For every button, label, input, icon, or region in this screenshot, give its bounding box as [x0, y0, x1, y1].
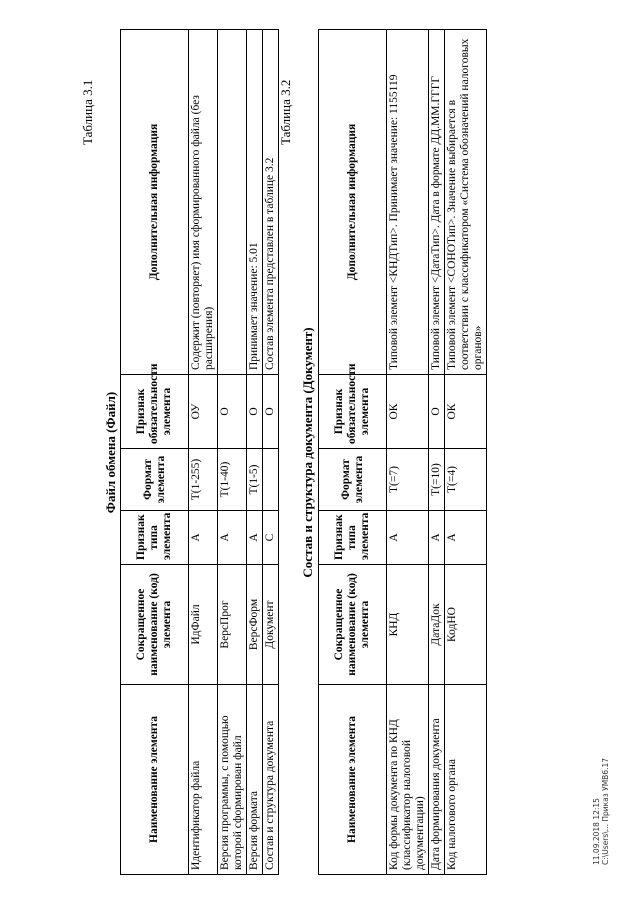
table-cell: Типовой элемент <СОНОТип>. Значение выбирается в соответствии с классификатором «Система обозначений налоговых органов»: [445, 30, 487, 375]
table-cell: КодНО: [445, 565, 487, 685]
table1: [120, 29, 279, 875]
table1-header-cell: Признак типа элемента: [121, 511, 189, 565]
table-cell: Принимает значение: 5.01: [247, 30, 263, 375]
stamp-date: 11.09.2018 12:15: [592, 798, 601, 865]
table-cell: О: [247, 375, 263, 449]
table-cell: А: [247, 511, 263, 565]
table-cell: Содержит (повторяет) имя сформированного файла (без расширения): [189, 30, 218, 375]
table-cell: ОК: [445, 375, 487, 449]
table-cell: С: [263, 511, 279, 565]
table-cell: Т(=7): [387, 449, 429, 511]
table-cell: [218, 30, 247, 375]
table2-header-cell: Наименование элемента: [319, 685, 387, 875]
table-row: [263, 30, 279, 875]
table-cell: Т(=10): [429, 449, 445, 511]
table-cell: ДатаДок: [429, 565, 445, 685]
table-cell: ВерсПрог: [218, 565, 247, 685]
table-cell: Код налогового органа: [445, 685, 487, 875]
table-cell: А: [189, 511, 218, 565]
table-cell: ОУ: [189, 375, 218, 449]
table-cell: А: [429, 511, 445, 565]
table2-header-cell: Признак типа элемента: [319, 511, 387, 565]
table-cell: А: [445, 511, 487, 565]
table-cell: Документ: [263, 565, 279, 685]
table-row: [189, 30, 218, 875]
footer-stamp: [592, 758, 610, 865]
table1-header-cell: Признак обязательности элемента: [121, 375, 189, 449]
table-cell: Типовой элемент <ДатаТип>. Дата в формате ДД.ММ.ГГГГ: [429, 30, 445, 375]
table1-header-row: [121, 30, 189, 875]
table2: [318, 29, 487, 875]
table-cell: А: [218, 511, 247, 565]
table-cell: КНД: [387, 565, 429, 685]
table1-header-cell: Дополнительная информация: [121, 30, 189, 375]
table-row: [387, 30, 429, 875]
table-cell: А: [387, 511, 429, 565]
table-cell: Т(1-255): [189, 449, 218, 511]
table-cell: ИдФайл: [189, 565, 218, 685]
table1-title: Файл обмена (Файл): [103, 391, 118, 514]
table1-label: Таблица 3.1: [80, 79, 95, 145]
table-cell: Идентификатор файла: [189, 685, 218, 875]
table-cell: Т(1-5): [247, 449, 263, 511]
table-cell: [263, 449, 279, 511]
table-row: [429, 30, 445, 875]
table2-header-cell: Признак обязательности элемента: [319, 375, 387, 449]
table2-header-row: [319, 30, 387, 875]
table2-title: Состав и структура документа (Документ): [300, 327, 315, 578]
table2-header-cell: Сокращенное наименование (код) элемента: [319, 565, 387, 685]
table-cell: Версия формата: [247, 685, 263, 875]
table2-header-cell: Дополнительная информация: [319, 30, 387, 375]
table-cell: Типовой элемент <КНДТип>. Принимает значение: 1155119: [387, 30, 429, 375]
table-row: [445, 30, 487, 875]
table2-label: Таблица 3.2: [278, 79, 293, 145]
table-cell: ВерсФорм: [247, 565, 263, 685]
table2-header-cell: Формат элемента: [319, 449, 387, 511]
table-cell: Состав элемента представлен в таблице 3.2: [263, 30, 279, 375]
table1-header-cell: Формат элемента: [121, 449, 189, 511]
table-cell: Код формы документа по КНД (классификатор налоговой документации): [387, 685, 429, 875]
table-row: [247, 30, 263, 875]
table1-header-cell: Сокращенное наименование (код) элемента: [121, 565, 189, 685]
table-cell: Версия программы, с помощью которой сформирован файл: [218, 685, 247, 875]
table-cell: О: [218, 375, 247, 449]
table-cell: О: [429, 375, 445, 449]
table-cell: Состав и структура документа: [263, 685, 279, 875]
table-cell: Т(1-40): [218, 449, 247, 511]
table-cell: О: [263, 375, 279, 449]
table-cell: Дата формирования документа: [429, 685, 445, 875]
table1-header-cell: Наименование элемента: [121, 685, 189, 875]
table-cell: ОК: [387, 375, 429, 449]
stamp-path: С:\Users\... Приказ УМВ6.17: [601, 757, 610, 865]
table-cell: Т(=4): [445, 449, 487, 511]
table-row: [218, 30, 247, 875]
